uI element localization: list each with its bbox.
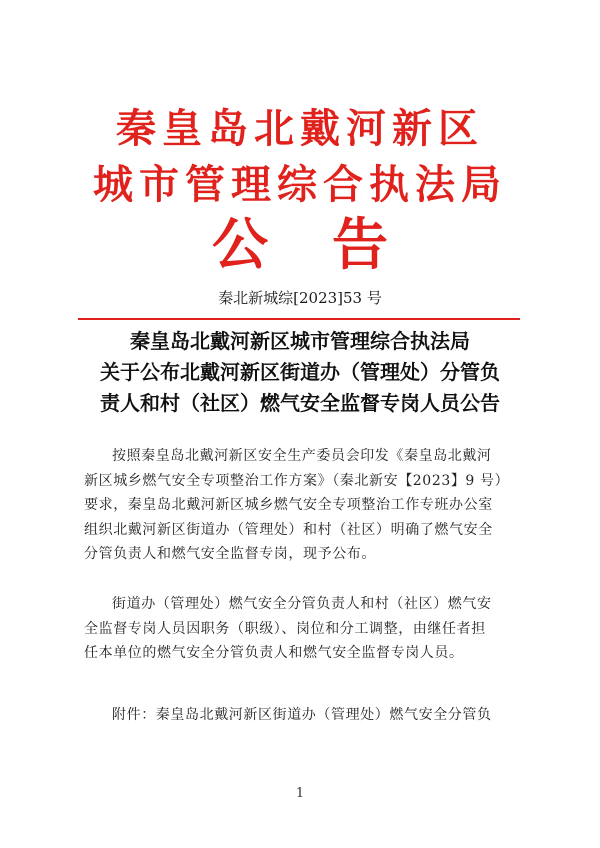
heading-line-2: 关于公布北戴河新区街道办（管理处）分管负 <box>100 360 500 384</box>
paragraph-line: 分管负责人和燃气安全监督专岗，现予公布。 <box>84 546 376 563</box>
page-number: 1 <box>295 786 305 801</box>
red-divider-line <box>78 318 520 320</box>
heading-line-1: 秦皇岛北戴河新区城市管理综合执法局 <box>130 329 470 353</box>
body-paragraph-1 <box>84 444 528 567</box>
attachment-line <box>84 703 528 728</box>
issuing-authority-line-2: 城市管理综合执法局 <box>93 161 507 208</box>
notice-title: 公告 <box>212 212 452 278</box>
document-number: 秦北新城综[2023]53 号 <box>218 289 382 307</box>
paragraph-line: 要求，秦皇岛北戴河新区城乡燃气安全专项整治工作专班办公室 <box>84 497 493 514</box>
paragraph-line: 街道办（管理处）燃气安全分管负责人和村（社区）燃气安 <box>112 596 492 612</box>
paragraph-line: 新区城乡燃气安全专项整治工作方案》（秦北新安【2023】9 号） <box>84 472 510 489</box>
body-paragraph-2 <box>84 592 528 666</box>
paragraph-line: 任本单位的燃气安全分管负责人和燃气安全监督专岗人员。 <box>84 645 464 662</box>
paragraph-line: 全监督专岗人员因职务（职级）、岗位和分工调整，由继任者担 <box>84 620 486 637</box>
paragraph-line: 组织北戴河新区街道办（管理处）和村（社区）明确了燃气安全 <box>84 521 493 538</box>
document-heading <box>0 326 600 419</box>
issuing-authority-line-1: 秦皇岛北戴河新区 <box>116 105 484 152</box>
heading-line-3: 责人和村（社区）燃气安全监督专岗人员公告 <box>100 391 500 415</box>
paragraph-line: 按照秦皇岛北戴河新区安全生产委员会印发《秦皇岛北戴河 <box>112 448 492 464</box>
attachment-text: 附件：秦皇岛北戴河新区街道办（管理处）燃气安全分管负 <box>112 707 492 723</box>
